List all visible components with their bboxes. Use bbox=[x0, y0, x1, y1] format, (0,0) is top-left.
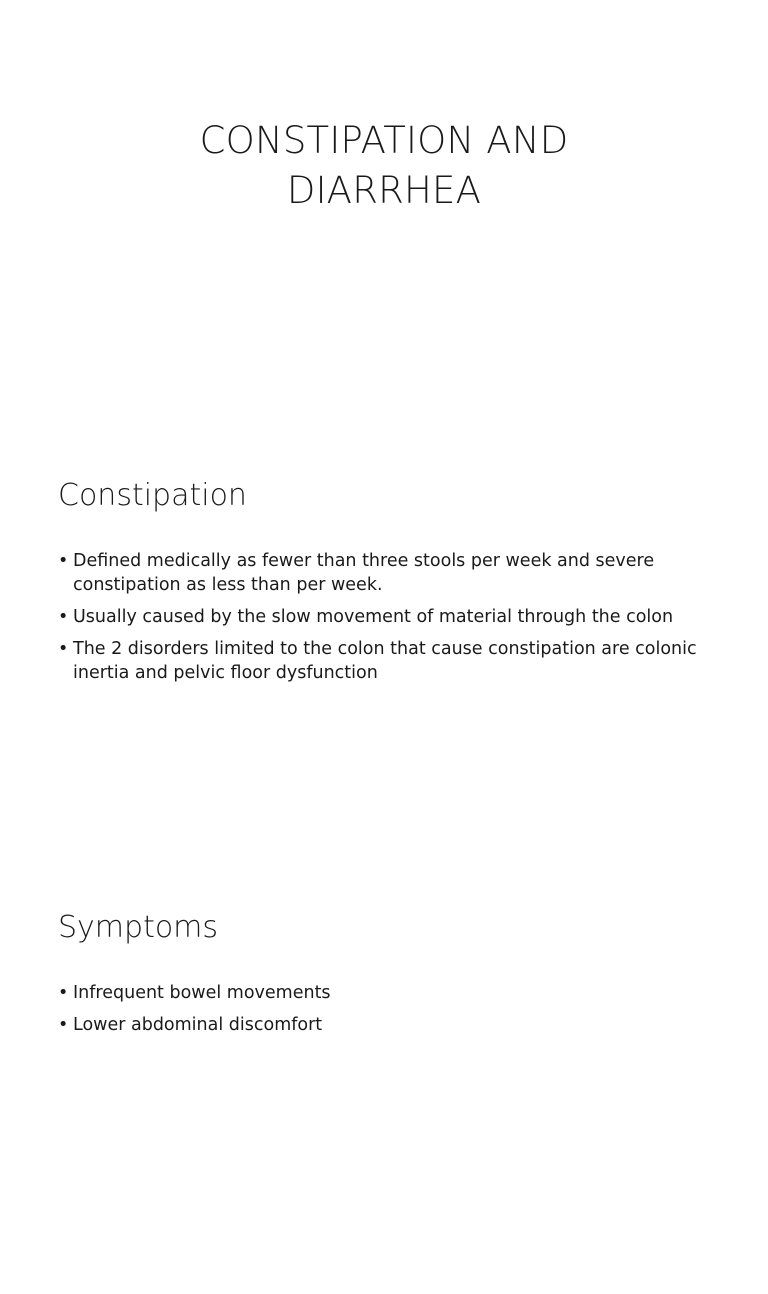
constipation-heading: Constipation bbox=[58, 478, 247, 513]
title-line-1: CONSTIPATION AND bbox=[199, 119, 569, 162]
list-item bbox=[58, 549, 718, 597]
list-item bbox=[58, 981, 718, 1005]
bullet-text: The 2 disorders limited to the colon that cause constipation are colonic inertia and pelvic floor dysfunction bbox=[73, 639, 697, 683]
symptoms-heading: Symptoms bbox=[58, 910, 219, 945]
list-item bbox=[58, 637, 718, 685]
list-item bbox=[58, 1013, 718, 1037]
list-item bbox=[58, 605, 718, 629]
bullet-dot: • bbox=[58, 639, 69, 659]
symptoms-bullet-list bbox=[58, 981, 718, 1045]
bullet-dot: • bbox=[58, 551, 69, 571]
bullet-text: Infrequent bowel movements bbox=[73, 983, 331, 1003]
slide-title bbox=[0, 116, 768, 216]
bullet-dot: • bbox=[58, 607, 69, 627]
bullet-text: Defined medically as fewer than three stools per week and severe constipation as less than per week. bbox=[73, 551, 655, 595]
bullet-text: Lower abdominal discomfort bbox=[73, 1015, 323, 1035]
bullet-dot: • bbox=[58, 1015, 69, 1035]
symptoms-slide bbox=[0, 864, 768, 1294]
constipation-bullet-list bbox=[58, 549, 718, 693]
bullet-dot: • bbox=[58, 983, 69, 1003]
title-line-2: DIARRHEA bbox=[286, 169, 482, 212]
bullet-text: Usually caused by the slow movement of material through the colon bbox=[73, 607, 674, 627]
constipation-slide bbox=[0, 432, 768, 862]
title-slide bbox=[0, 0, 768, 430]
